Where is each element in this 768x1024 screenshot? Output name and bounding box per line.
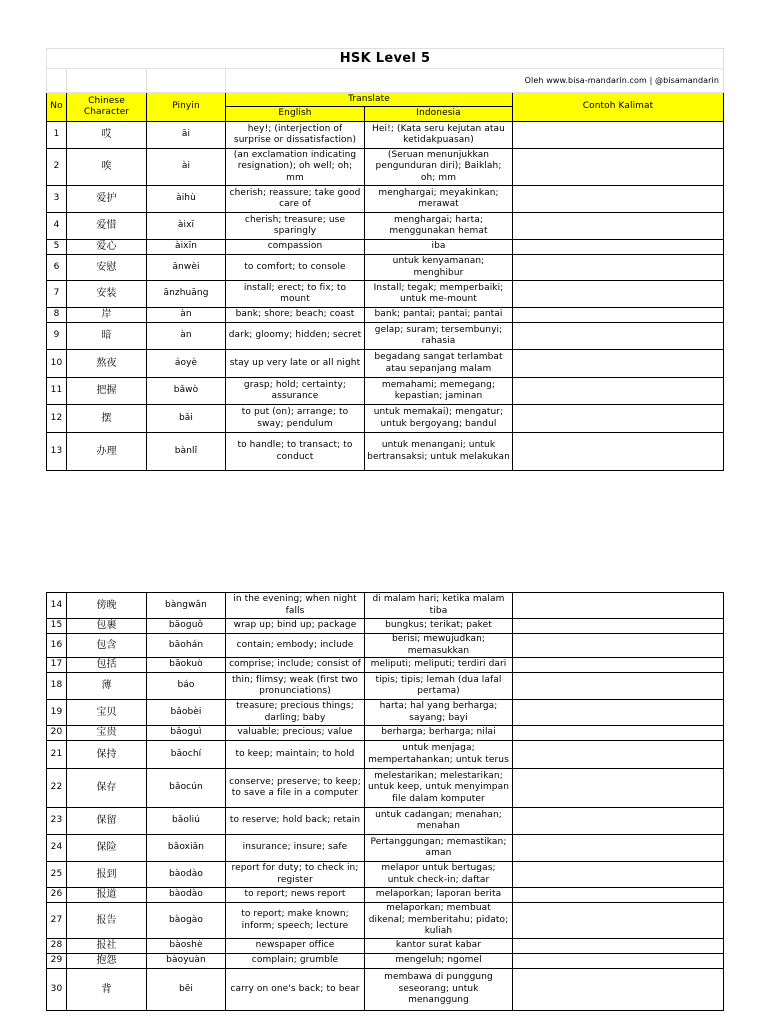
blank-cell	[67, 69, 147, 93]
row-number: 7	[47, 281, 67, 308]
indonesia-translation: untuk memakai); mengatur; untuk bergoyang; bandul	[365, 405, 513, 433]
pinyin: bāoguǒ	[147, 619, 226, 634]
chinese-character: 包括	[67, 658, 147, 673]
pinyin: āi	[147, 122, 226, 149]
example-sentence	[513, 939, 724, 954]
table-row	[47, 700, 724, 726]
english-translation: grasp; hold; certainty; assurance	[226, 378, 365, 405]
indonesia-translation: untuk kenyamanan; menghibur	[365, 255, 513, 281]
chinese-character: 背	[67, 969, 147, 1011]
chinese-character: 安装	[67, 281, 147, 308]
english-translation: conserve; preserve; to keep; to save a file in a computer	[226, 769, 365, 808]
pinyin: àn	[147, 308, 226, 323]
row-number: 3	[47, 186, 67, 213]
table-row	[47, 673, 724, 700]
pinyin: ānzhuāng	[147, 281, 226, 308]
example-sentence	[513, 255, 724, 281]
indonesia-translation: (Seruan menunjukkan pengunduran diri); Baiklah; oh; mm	[365, 149, 513, 186]
pinyin: bǎoliú	[147, 808, 226, 835]
english-translation: cherish; reassure; take good care of	[226, 186, 365, 213]
indonesia-translation: untuk menangani; untuk bertransaksi; untuk melakukan	[365, 433, 513, 471]
example-sentence	[513, 835, 724, 862]
example-sentence	[513, 888, 724, 903]
indonesia-translation: memahami; memegang; kepastian; jaminan	[365, 378, 513, 405]
indonesia-translation: tipis; tipis; lemah (dua lafal pertama)	[365, 673, 513, 700]
pinyin: àn	[147, 323, 226, 350]
english-translation: compassion	[226, 240, 365, 255]
row-number: 13	[47, 433, 67, 471]
english-translation: cherish; treasure; use sparingly	[226, 213, 365, 240]
table-row	[47, 186, 724, 213]
chinese-character: 保险	[67, 835, 147, 862]
pinyin: bànlǐ	[147, 433, 226, 471]
table-row	[47, 619, 724, 634]
indonesia-translation: melestarikan; melestarikan; untuk keep, untuk menyimpan file dalam komputer	[365, 769, 513, 808]
english-translation: carry on one's back; to bear	[226, 969, 365, 1011]
chinese-character: 保存	[67, 769, 147, 808]
english-translation: to keep; maintain; to hold	[226, 741, 365, 769]
pinyin: àixīn	[147, 240, 226, 255]
example-sentence	[513, 378, 724, 405]
page-title: HSK Level 5	[47, 49, 724, 69]
chinese-character: 岸	[67, 308, 147, 323]
header-indonesia: Indonesia	[365, 107, 513, 122]
indonesia-translation: menghargai; harta; menggunakan hemat	[365, 213, 513, 240]
row-number: 15	[47, 619, 67, 634]
indonesia-translation: mengeluh; ngomel	[365, 954, 513, 969]
pinyin: bǎobèi	[147, 700, 226, 726]
row-number: 21	[47, 741, 67, 769]
chinese-character: 爱护	[67, 186, 147, 213]
pinyin: bàoyuàn	[147, 954, 226, 969]
english-translation: (an exclamation indicating resignation); oh well; oh; mm	[226, 149, 365, 186]
row-number: 30	[47, 969, 67, 1011]
header-translate: Translate	[226, 93, 513, 107]
table-row	[47, 240, 724, 255]
pinyin: bǎocún	[147, 769, 226, 808]
indonesia-translation: melapor untuk bertugas; untuk check-in; daftar	[365, 862, 513, 888]
row-number: 11	[47, 378, 67, 405]
row-number: 20	[47, 726, 67, 741]
chinese-character: 暗	[67, 323, 147, 350]
pinyin: àixī	[147, 213, 226, 240]
indonesia-translation: Install; tegak; memperbaiki; untuk me-mount	[365, 281, 513, 308]
table-row	[47, 741, 724, 769]
indonesia-translation: di malam hari; ketika malam tiba	[365, 593, 513, 619]
english-translation: hey!; (interjection of surprise or dissatisfaction)	[226, 122, 365, 149]
indonesia-translation: membawa di punggung seseorang; untuk menanggung	[365, 969, 513, 1011]
indonesia-translation: melaporkan; laporan berita	[365, 888, 513, 903]
table-row	[47, 658, 724, 673]
table-row	[47, 149, 724, 186]
table-row	[47, 323, 724, 350]
english-translation: stay up very late or all night	[226, 350, 365, 378]
english-translation: to handle; to transact; to conduct	[226, 433, 365, 471]
english-translation: report for duty; to check in; register	[226, 862, 365, 888]
chinese-character: 爱心	[67, 240, 147, 255]
indonesia-translation: bank; pantai; pantai; pantai	[365, 308, 513, 323]
chinese-character: 摆	[67, 405, 147, 433]
english-translation: wrap up; bind up; package	[226, 619, 365, 634]
row-number: 10	[47, 350, 67, 378]
chinese-character: 报社	[67, 939, 147, 954]
example-sentence	[513, 769, 724, 808]
row-number: 12	[47, 405, 67, 433]
indonesia-translation: harta; hal yang berharga; sayang; bayi	[365, 700, 513, 726]
english-translation: contain; embody; include	[226, 634, 365, 658]
indonesia-translation: Hei!; (Kata seru kejutan atau ketidakpuasan)	[365, 122, 513, 149]
chinese-character: 熬夜	[67, 350, 147, 378]
example-sentence	[513, 122, 724, 149]
pinyin: bǎoguì	[147, 726, 226, 741]
indonesia-translation: menghargai; meyakinkan; merawat	[365, 186, 513, 213]
pinyin: bàogào	[147, 903, 226, 939]
indonesia-translation: Pertanggungan; memastikan; aman	[365, 835, 513, 862]
example-sentence	[513, 741, 724, 769]
chinese-character: 包裹	[67, 619, 147, 634]
row-number: 23	[47, 808, 67, 835]
example-sentence	[513, 213, 724, 240]
pinyin: bàodào	[147, 862, 226, 888]
chinese-character: 宝贝	[67, 700, 147, 726]
indonesia-translation: iba	[365, 240, 513, 255]
indonesia-translation: berharga; berharga; nilai	[365, 726, 513, 741]
row-number: 22	[47, 769, 67, 808]
example-sentence	[513, 903, 724, 939]
table-row	[47, 769, 724, 808]
row-number: 8	[47, 308, 67, 323]
pinyin: bǎochí	[147, 741, 226, 769]
english-translation: valuable; precious; value	[226, 726, 365, 741]
table-row	[47, 122, 724, 149]
pinyin: àihù	[147, 186, 226, 213]
credit-line: Oleh www.bisa-mandarin.com | @bisamandarin	[226, 69, 724, 93]
chinese-character: 报到	[67, 862, 147, 888]
table-row	[47, 903, 724, 939]
chinese-character: 报告	[67, 903, 147, 939]
english-translation: thin; flimsy; weak (first two pronunciations)	[226, 673, 365, 700]
pinyin: bǎwò	[147, 378, 226, 405]
example-sentence	[513, 726, 724, 741]
english-translation: to report; news report	[226, 888, 365, 903]
table-row	[47, 726, 724, 741]
vocab-table-bottom	[46, 592, 724, 1011]
english-translation: comprise; include; consist of	[226, 658, 365, 673]
example-sentence	[513, 969, 724, 1011]
indonesia-translation: begadang sangat terlambat atau sepanjang malam	[365, 350, 513, 378]
chinese-character: 保留	[67, 808, 147, 835]
header-no: No	[47, 93, 67, 122]
row-number: 16	[47, 634, 67, 658]
chinese-character: 包含	[67, 634, 147, 658]
pinyin: bàngwǎn	[147, 593, 226, 619]
pinyin: báo	[147, 673, 226, 700]
english-translation: bank; shore; beach; coast	[226, 308, 365, 323]
chinese-character: 安慰	[67, 255, 147, 281]
indonesia-translation: melaporkan; membuat dikenal; memberitahu; pidato; kuliah	[365, 903, 513, 939]
chinese-character: 报道	[67, 888, 147, 903]
indonesia-translation: gelap; suram; tersembunyi; rahasia	[365, 323, 513, 350]
english-translation: to put (on); arrange; to sway; pendulum	[226, 405, 365, 433]
example-sentence	[513, 634, 724, 658]
example-sentence	[513, 593, 724, 619]
chinese-character: 爱惜	[67, 213, 147, 240]
table-row	[47, 888, 724, 903]
row-number: 9	[47, 323, 67, 350]
table-row	[47, 405, 724, 433]
example-sentence	[513, 862, 724, 888]
pinyin: bǎi	[147, 405, 226, 433]
example-sentence	[513, 673, 724, 700]
example-sentence	[513, 240, 724, 255]
chinese-character: 哎	[67, 122, 147, 149]
chinese-character: 把握	[67, 378, 147, 405]
indonesia-translation: berisi; mewujudkan; memasukkan	[365, 634, 513, 658]
english-translation: insurance; insure; safe	[226, 835, 365, 862]
header-english: English	[226, 107, 365, 122]
row-number: 27	[47, 903, 67, 939]
row-number: 19	[47, 700, 67, 726]
table-row	[47, 378, 724, 405]
english-translation: newspaper office	[226, 939, 365, 954]
table-row	[47, 433, 724, 471]
table-row	[47, 593, 724, 619]
indonesia-translation: bungkus; terikat; paket	[365, 619, 513, 634]
indonesia-translation: kantor surat kabar	[365, 939, 513, 954]
chinese-character: 唉	[67, 149, 147, 186]
pinyin: ài	[147, 149, 226, 186]
table-row	[47, 308, 724, 323]
vocab-table-top	[46, 48, 724, 471]
english-translation: to report; make known; inform; speech; lecture	[226, 903, 365, 939]
english-translation: dark; gloomy; hidden; secret	[226, 323, 365, 350]
table-row	[47, 281, 724, 308]
example-sentence	[513, 619, 724, 634]
example-sentence	[513, 433, 724, 471]
chinese-character: 保持	[67, 741, 147, 769]
chinese-character: 抱怨	[67, 954, 147, 969]
example-sentence	[513, 350, 724, 378]
table-row	[47, 835, 724, 862]
row-number: 25	[47, 862, 67, 888]
table-row	[47, 634, 724, 658]
pinyin: bàoshè	[147, 939, 226, 954]
blank-cell	[147, 69, 226, 93]
chinese-character: 宝贵	[67, 726, 147, 741]
table-row	[47, 862, 724, 888]
pinyin: bàodào	[147, 888, 226, 903]
table-row	[47, 808, 724, 835]
table-row	[47, 213, 724, 240]
english-translation: to comfort; to console	[226, 255, 365, 281]
english-translation: install; erect; to fix; to mount	[226, 281, 365, 308]
header-pinyin: Pinyin	[147, 93, 226, 122]
row-number: 5	[47, 240, 67, 255]
english-translation: treasure; precious things; darling; baby	[226, 700, 365, 726]
example-sentence	[513, 281, 724, 308]
example-sentence	[513, 658, 724, 673]
pinyin: bǎoxiǎn	[147, 835, 226, 862]
english-translation: to reserve; hold back; retain	[226, 808, 365, 835]
chinese-character: 办理	[67, 433, 147, 471]
table-row	[47, 350, 724, 378]
pinyin: bāokuò	[147, 658, 226, 673]
english-translation: complain; grumble	[226, 954, 365, 969]
row-number: 18	[47, 673, 67, 700]
pinyin: ānwèi	[147, 255, 226, 281]
header-example: Contoh Kalimat	[513, 93, 724, 122]
row-number: 4	[47, 213, 67, 240]
pinyin: áoyè	[147, 350, 226, 378]
indonesia-translation: untuk cadangan; menahan; menahan	[365, 808, 513, 835]
row-number: 28	[47, 939, 67, 954]
indonesia-translation: untuk menjaga; mempertahankan; untuk terus	[365, 741, 513, 769]
chinese-character: 薄	[67, 673, 147, 700]
row-number: 2	[47, 149, 67, 186]
table-row	[47, 255, 724, 281]
row-number: 17	[47, 658, 67, 673]
example-sentence	[513, 323, 724, 350]
pinyin: bēi	[147, 969, 226, 1011]
example-sentence	[513, 954, 724, 969]
example-sentence	[513, 808, 724, 835]
table-row	[47, 939, 724, 954]
blank-cell	[47, 69, 67, 93]
header-character: Chinese Character	[67, 93, 147, 122]
example-sentence	[513, 186, 724, 213]
example-sentence	[513, 405, 724, 433]
example-sentence	[513, 700, 724, 726]
row-number: 24	[47, 835, 67, 862]
table-row	[47, 954, 724, 969]
english-translation: in the evening; when night falls	[226, 593, 365, 619]
indonesia-translation: meliputi; meliputi; terdiri dari	[365, 658, 513, 673]
example-sentence	[513, 308, 724, 323]
row-number: 6	[47, 255, 67, 281]
pinyin: bāohán	[147, 634, 226, 658]
table-row	[47, 969, 724, 1011]
row-number: 29	[47, 954, 67, 969]
example-sentence	[513, 149, 724, 186]
row-number: 14	[47, 593, 67, 619]
chinese-character: 傍晚	[67, 593, 147, 619]
row-number: 1	[47, 122, 67, 149]
row-number: 26	[47, 888, 67, 903]
